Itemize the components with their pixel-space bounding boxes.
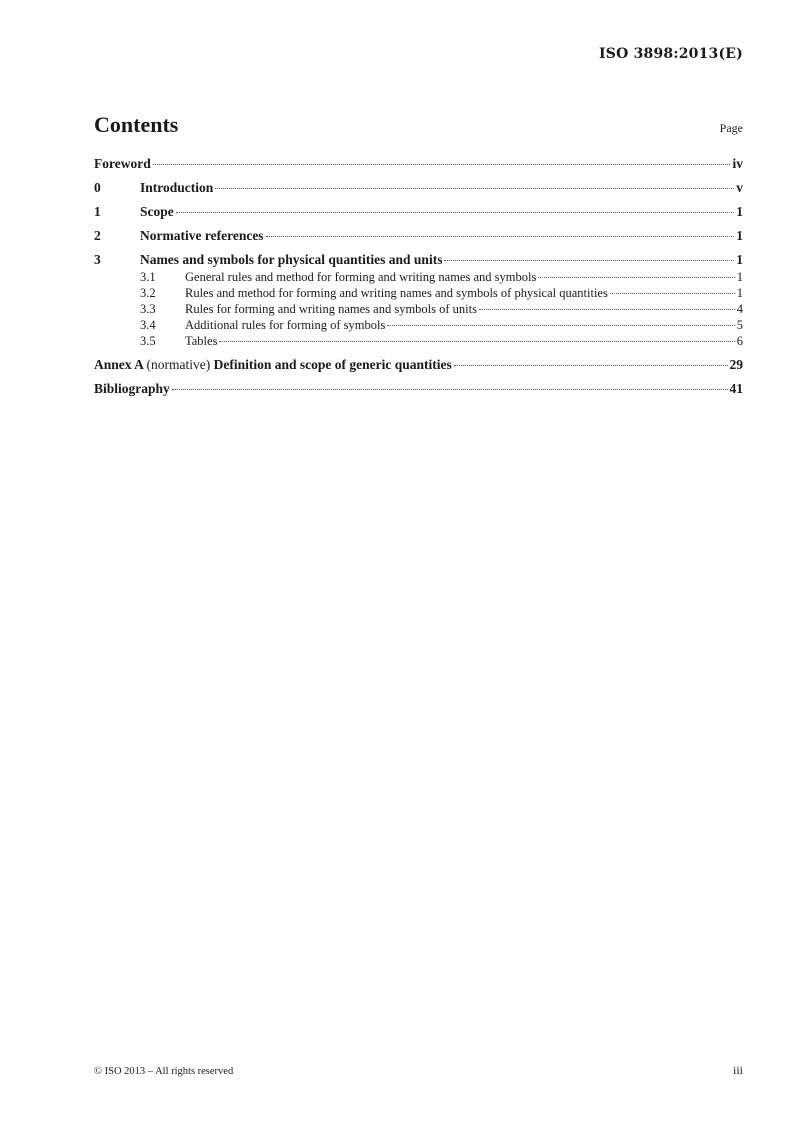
toc-subentry-number: 3.5: [140, 334, 156, 348]
contents-header: [94, 112, 743, 138]
toc-entry-number: 2: [94, 228, 101, 243]
page-footer: [94, 1063, 743, 1078]
toc-subentry-page: 5: [736, 318, 743, 332]
toc-subentry-number: 3.1: [140, 270, 156, 284]
dot-leader: [454, 365, 728, 366]
toc-entry-page: iv: [732, 156, 743, 171]
toc-entry-number: 1: [94, 204, 101, 219]
table-of-contents: [94, 156, 743, 405]
dot-leader: [219, 341, 734, 342]
toc-subentry-page: 6: [736, 334, 743, 348]
document-id: ISO 3898:2013(E): [599, 46, 743, 62]
toc-entry-title: Names and symbols for physical quantities and units: [140, 252, 443, 267]
toc-entry-title: Introduction: [140, 180, 214, 195]
toc-subentry-page: 4: [736, 302, 743, 316]
annex-title: Definition and scope of generic quantities: [213, 357, 452, 372]
dot-leader: [172, 389, 728, 390]
dot-leader: [153, 164, 731, 165]
toc-subentry-title: General rules and method for forming and writing names and symbols: [185, 270, 537, 284]
toc-entry-title: [94, 357, 452, 373]
contents-title: Contents: [94, 112, 179, 137]
toc-subentry-3-3[interactable]: [94, 301, 743, 317]
toc-entry-title: Scope: [140, 204, 174, 219]
toc-subentry-3-1[interactable]: [94, 269, 743, 285]
toc-subentry-title: Rules for forming and writing names and symbols of units: [185, 302, 477, 316]
toc-entry-title: Foreword: [94, 156, 151, 171]
toc-entry-number: 0: [94, 180, 101, 195]
toc-entry-page: 1: [736, 204, 743, 219]
toc-subentry-title: Rules and method for forming and writing names and symbols of physical quantities: [185, 286, 608, 300]
toc-entry-foreword[interactable]: [94, 156, 743, 172]
page-column-label: Page: [719, 121, 743, 135]
dot-leader: [176, 212, 735, 213]
toc-entry-names-and-symbols[interactable]: [94, 252, 743, 268]
annex-label: Annex A: [94, 357, 144, 372]
toc-subentry-title: Tables: [185, 334, 218, 348]
toc-entry-page: 1: [736, 228, 743, 243]
toc-entry-title: Bibliography: [94, 381, 170, 396]
dot-leader: [387, 325, 734, 326]
toc-subentry-page: 1: [736, 286, 743, 300]
dot-leader: [215, 188, 734, 189]
page-number: iii: [732, 1063, 743, 1077]
copyright-notice: © ISO 2013 – All rights reserved: [94, 1066, 234, 1077]
toc-subentry-number: 3.2: [140, 286, 156, 300]
toc-subentry-title: Additional rules for forming of symbols: [185, 318, 386, 332]
toc-entry-title: Normative references: [140, 228, 264, 243]
toc-subentry-3-5[interactable]: [94, 333, 743, 349]
toc-entry-normative-references[interactable]: [94, 228, 743, 244]
dot-leader: [610, 293, 735, 294]
toc-entry-number: 3: [94, 252, 101, 267]
dot-leader: [538, 277, 734, 278]
toc-subentry-3-2[interactable]: [94, 285, 743, 301]
toc-entry-scope[interactable]: [94, 204, 743, 220]
annex-qualifier: (normative): [146, 357, 211, 372]
toc-subentry-3-4[interactable]: [94, 317, 743, 333]
dot-leader: [266, 236, 735, 237]
dot-leader: [479, 309, 735, 310]
dot-leader: [444, 260, 734, 261]
toc-subentry-page: 1: [736, 270, 743, 284]
toc-entry-page: 1: [736, 252, 743, 267]
toc-entry-page: 41: [729, 381, 743, 396]
toc-subentry-number: 3.3: [140, 302, 156, 316]
toc-entry-page: 29: [729, 357, 743, 372]
toc-entry-bibliography[interactable]: [94, 381, 743, 397]
toc-entry-introduction[interactable]: [94, 180, 743, 196]
toc-entry-page: v: [736, 180, 743, 195]
toc-subentry-number: 3.4: [140, 318, 156, 332]
toc-entry-annex-a[interactable]: [94, 357, 743, 373]
